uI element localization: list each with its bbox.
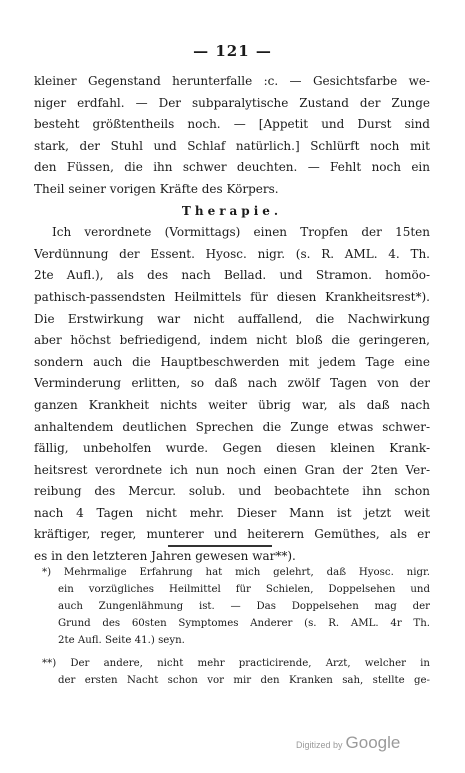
text-line: ganzen Krankheit nichts weiter übrig war, als daß nach — [34, 397, 430, 412]
text-line: sondern auch die Hauptbeschwerden mit jedem Tage eine — [34, 354, 430, 369]
text-line: den Füssen, die ihn schwer deuchten. — Fehlt noch ein — [34, 160, 430, 175]
text-line: pathisch-passendsten Heilmittels für diesen Krankheitsrest*). — [34, 289, 430, 304]
text-line: reibung des Mercur. solub. und beobachtete ihn schon — [34, 484, 430, 499]
text-line: kleiner Gegenstand herunterfalle :c. — Gesichtsfarbe we- — [34, 74, 430, 88]
watermark-prefix: Digitized by — [296, 740, 343, 750]
google-logo-text: Google — [345, 733, 401, 752]
text-line: niger erdfahl. — Der subparalytische Zustand der Zunge — [34, 95, 430, 110]
text-line: Theil seiner vorigen Kräfte des Körpers. — [34, 181, 279, 196]
text-line: 2te Aufl.), als des nach Bellad. und Stramon. homöo- — [34, 268, 430, 283]
text-line: heitsrest verordnete ich nun noch einen Gran der 2ten Ver- — [34, 462, 430, 477]
text-line: kräftiger, reger, munterer und heiterern Gemüthes, als er — [34, 527, 430, 542]
text-line: Die Erstwirkung war nicht auffallend, die Nachwirkung — [34, 311, 430, 326]
text-line: Verdünnung der Essent. Hyosc. nigr. (s. R. AML. 4. Th. — [34, 246, 430, 261]
digitized-by-google-watermark — [296, 733, 400, 753]
main-text — [34, 71, 430, 568]
footnote-line: **) Der andere, nicht mehr practicirende, Arzt, welcher in — [42, 658, 430, 669]
footnote-separator — [168, 545, 272, 547]
text-line: Verminderung erlitten, so daß nach zwölf Tagen von der — [34, 376, 430, 391]
text-line: anhaltendem deutlichen Sprechen die Zunge etwas schwer- — [34, 419, 430, 434]
footnote-line: ein vorzügliches Heilmittel für Schielen, Doppelsehen und — [58, 584, 430, 595]
text-line: fällig, unbeholfen wurde. Gegen diesen kleinen Krank- — [34, 441, 430, 456]
footnote-line: Grund des 60sten Symptomes Anderer (s. R. AML. 4r Th. — [58, 618, 430, 629]
footnote-line: auch Zungenlähmung ist. — Das Doppelsehen mag der — [58, 601, 430, 612]
section-heading-therapie: Therapie. — [181, 203, 283, 218]
page-number: — 121 — — [193, 42, 272, 60]
text-line: aber höchst befriedigend, indem nicht bloß die geringeren, — [34, 333, 430, 348]
text-line: nach 4 Tagen nicht mehr. Dieser Mann ist jetzt weit — [34, 505, 430, 520]
text-line: stark, der Stuhl und Schlaf natürlich.] Schlürft noch mit — [34, 138, 430, 153]
text-line: besteht größtentheils noch. — [Appetit und Durst sind — [34, 117, 430, 132]
text-line: es in den letzteren Jahren gewesen war**). — [34, 549, 296, 564]
text-line: Ich verordnete (Vormittags) einen Tropfen der 15ten — [52, 225, 430, 240]
footnote-line: der ersten Nacht schon vor mir den Kranken sah, stellte ge- — [58, 675, 430, 686]
footnote-line: *) Mehrmalige Erfahrung hat mich gelehrt, daß Hyosc. nigr. — [42, 567, 430, 578]
footnote-line: 2te Aufl. Seite 41.) seyn. — [58, 635, 185, 646]
footnotes — [42, 564, 430, 689]
